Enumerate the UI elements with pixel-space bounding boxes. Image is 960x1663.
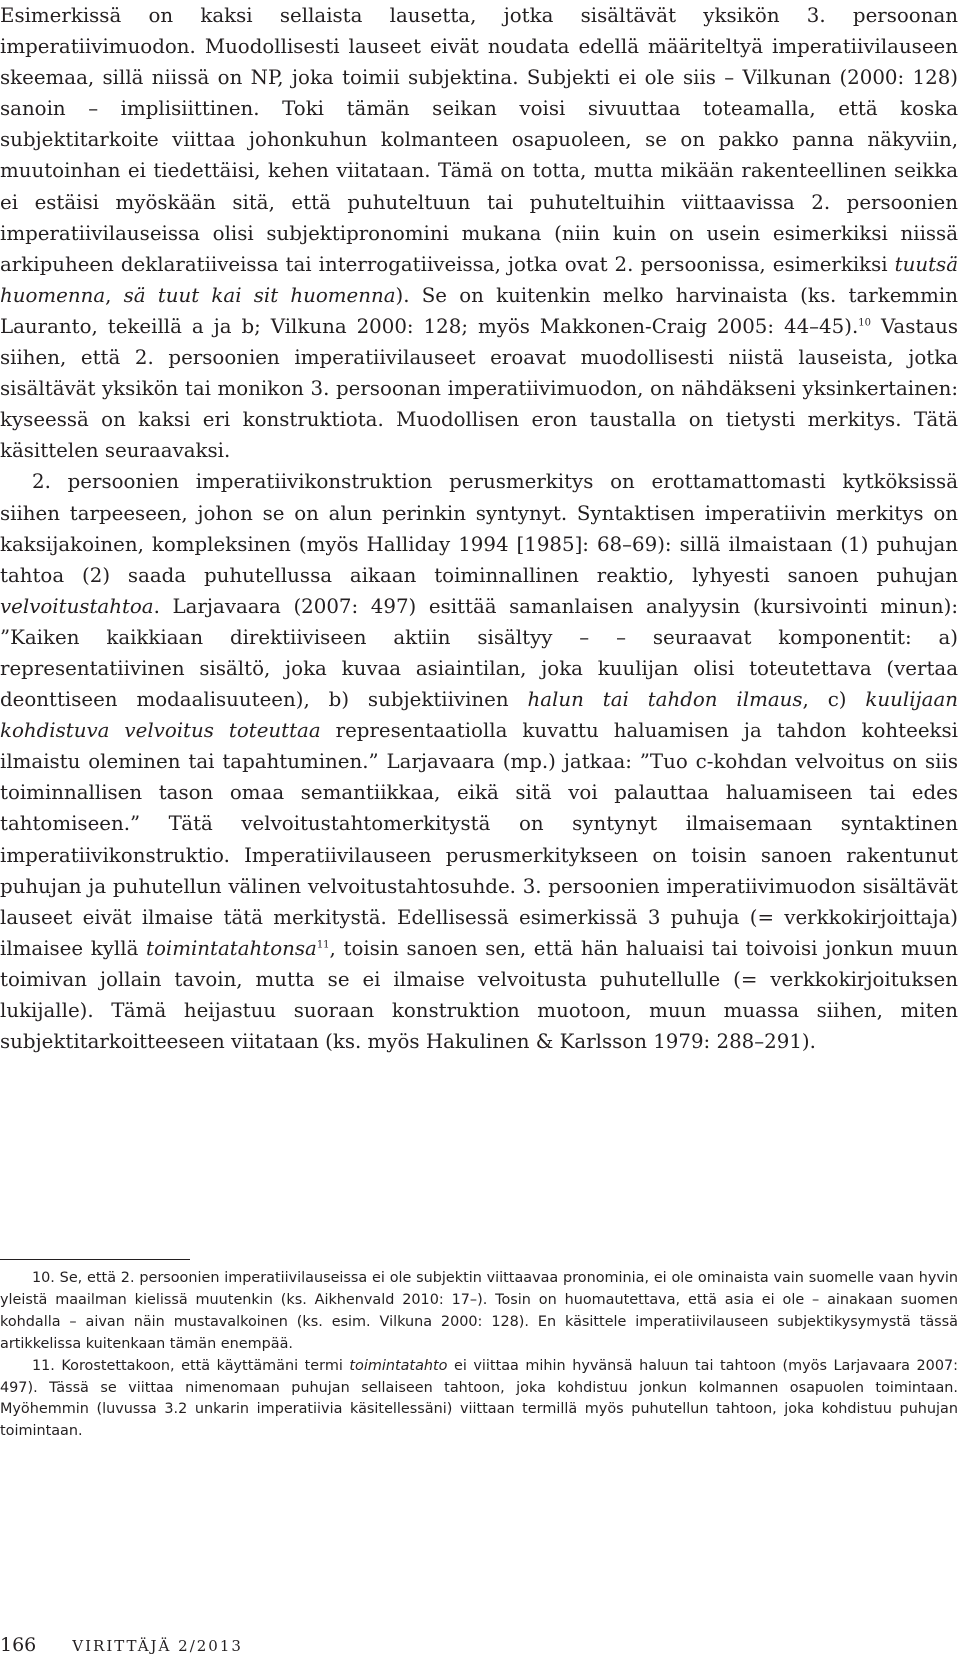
paragraph-1: Esimerkissä on kaksi sellaista lausetta, jotka sisältävät yksikön 3. persoonan imperatiivimuodon. Muodollisesti lauseet eivät noudata edellä määriteltyä imperatiivilauseen skeemaa, sillä niissä on NP, joka toimii subjektina. Subjekti ei ole siis – Vilkunan (2000: 128) sanoin – implisiittinen. Toki tämän seikan voisi sivuuttaa toteamalla, että koska subjektitarkoite viittaa johonkuhun kolmanteen osapuoleen, se on pakko panna näkyviin, muutoinhan ei tiedettäisi, kehen viitataan. Tämä on totta, mutta mikään rakenteellinen seikka ei estäisi myöskään sitä, että puhuteltuun tai puhuteltuihin viittaavissa 2. persoonien imperatiivilauseissa olisi subjektipronomini mukana (niin kuin on usein esimerkiksi niissä arkipuheen deklaratiiveissa tai interrogatiiveissa, jotka ovat 2. persoonissa, esimerkiksi tuutsä huomenna, sä tuut kai sit huomenna). Se on kuitenkin melko harvinaista (ks. tarkemmin Lauranto, tekeillä a ja b; Vilkuna 2000: 128; myös Makkonen-Craig 2005: 44–45).$^{10}$ Vastaus siihen, että 2. persoonien imperatiivilauseet eroavat muodollisesti niistä lauseista, jotka sisältävät yksikön tai monikon 3. persoonan imperatiivimuodon, on nähdäkseni yksinkertainen: kyseessä on kaksi eri konstruktiota. Muodollisen eron taustalla on tietysti merkitys. Tätä käsittelen seuraavaksi. [0, 4, 959, 463]
emphasis: toimintatahtonsa [146, 936, 317, 960]
page-number: 166 [0, 1634, 37, 1656]
example-phrase: tuutsä huomenna [0, 252, 958, 307]
example-phrase: sä tuut kai sit huomenna [123, 283, 396, 307]
footnote-11: 11. Korostettakoon, että käyttämäni termi toimintatahto ei viittaa mihin hyvänsä haluun tai tahtoon (myös Larjavaara 2007: 497). Tässä se viittaa nimenomaan puhujan sellaiseen tahtoon, joka kohdistuu jonkun kolmannen osapuolen toimintaan. Myöhemmin (luvussa 3.2 unkarin imperatiivia käsitellessäni) viittaan termillä myös puhutellun tahtoon, joka kohdistuu puhujan toimintaan. [0, 1357, 958, 1440]
emphasis: kuulijaan kohdistuva velvoitus toteuttaa [0, 688, 958, 743]
paragraph-2: 2. persoonien imperatiivikonstruktion perusmerkitys on erottamattomasti kytköksissä siihen tarpeeseen, johon se on alun perinkin syntynyt. Syntaktisen imperatiivin merkitys on kaksijakoinen, kompleksinen (myös Halliday 1994 [1985]: 68–69): sillä ilmaistaan (1) puhujan tahtoa (2) saada puhutellussa aikaan toiminnallinen reaktio, lyhyesti sanoen puhujan velvoitustahtoa. Larjavaara (2007: 497) esittää samanlaisen analyysin (kursivointi minun): ”Kaiken kaikkiaan direktiiviseen aktiin sisältyy – – seuraavat komponentit: a) representatiivinen sisältö, joka kuvaa asiaintilan, joka kuulijan olisi toteutettava (vertaa deonttiseen modaalisuuteen), b) subjektiivinen halun tai tahdon ilmaus, c) kuulijaan kohdistuva velvoitus toteuttaa representaatiolla kuvattu haluamisen ja tahdon kohteeksi ilmaistu oleminen tai tapahtuminen.” Larjavaara (mp.) jatkaa: ”Tuo c-kohdan velvoitus on siis toiminnallisen tason omaa semantiikkaa, eikä sitä voi palauttaa haluamiseen tai edes tahtomiseen.” Tätä velvoitustahtomerkitystä on syntynyt ilmaisemaan syntaktinen imperatiivikonstruktio. Imperatiivilauseen perusmerkitykseen on toisin sanoen rakentunut puhujan ja puhutellun välinen velvoitustahtosuhde. 3. persoonien imperatiivimuodon sisältävät lauseet eivät ilmaise tätä merkitystä. Edellisessä esimerkissä 3 puhuja (= verkkokirjoittaja) ilmaisee kyllä toimintatahtonsa$^{11}$, toisin sanoen sen, että hän haluaisi tai toivoisi jonkun muun toimivan jollain tavoin, mutta se ei ilmaise velvoitusta puhutellulle (= verkkokirjoituksen lukijalle). Tämä heijastuu suoraan konstruktion muotoon, muun muassa siihen, miten subjektitarkoitteeseen viitataan (ks. myös Hakulinen & Karlsson 1979: 288–291). [0, 470, 958, 1054]
footnotes [0, 1268, 958, 1443]
footnote-ref-10[interactable]: 10 [858, 317, 871, 329]
footnote-10: 10. Se, että 2. persoonien imperatiivilauseissa ei ole subjektin viittaavaa pronominia, ei ole ominaista vain suomelle vaan hyvin yleistä maailman kielissä muutenkin (ks. Aikhenvald 2010: 17–). Tosin on huomautettava, että asia ei ole – ainakaan suomen kohdalla – aivan näin mustavalkoinen (ks. esim. Vilkuna 2000: 128). En käsittele imperatiivilauseen subjektikysymystä tässä artikkelissa kuitenkaan tämän enempää. [0, 1270, 958, 1352]
footnote-divider [0, 1259, 190, 1260]
emphasis: halun tai tahdon ilmaus [527, 688, 803, 712]
footnote-ref-11[interactable]: 11 [316, 939, 330, 951]
emphasis: toimintatahto [349, 1357, 448, 1374]
emphasis: velvoitustahtoa [0, 594, 154, 618]
page-footer [0, 1634, 243, 1656]
journal-name: VIRITTÄJÄ 2/2013 [72, 1637, 243, 1655]
